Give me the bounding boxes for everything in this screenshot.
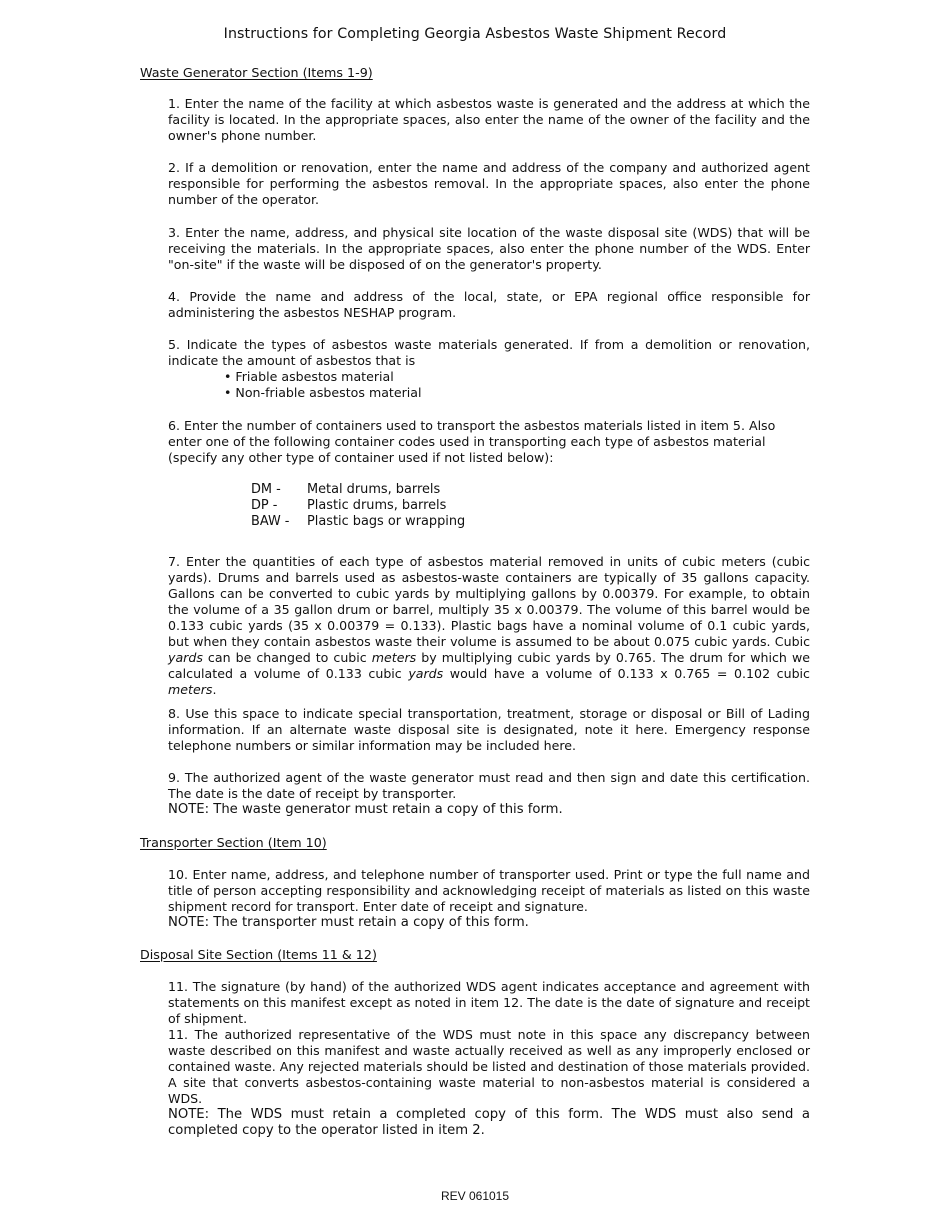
bullet-friable: • Friable asbestos material <box>224 369 394 384</box>
item-5: 5. Indicate the types of asbestos waste materials generated. If from a demolition or renovation, indicate the amount of asbestos that is <box>168 337 810 368</box>
item-7-emphasis: meters <box>168 682 213 697</box>
item-11-signature-text: 11. The signature (by hand) of the authorized WDS agent indicates acceptance and agreement with statements on this manifest except as noted in item 12. The date is the date of signature and receipt of shipment. <box>168 979 810 1026</box>
bullet-non-friable: • Non-friable asbestos material <box>224 385 422 400</box>
item-1: 1. Enter the name of the facility at which asbestos waste is generated and the address at which the facility is located. In the appropriate spaces, also enter the name of the owner of the facility and the owner's phone number. <box>168 96 810 143</box>
item-10-text: 10. Enter name, address, and telephone number of transporter used. Print or type the full name and title of person accepting responsibility and acknowledging receipt of materials as listed on this waste shipment record for transport. Enter date of receipt and signature. <box>168 867 810 914</box>
item-4: 4. Provide the name and address of the local, state, or EPA regional office responsible for administering the asbestos NESHAP program. <box>168 289 810 320</box>
item-7-emphasis: yards <box>168 650 203 665</box>
item-7-text: would have a volume of 0.133 x 0.765 = 0.102 cubic <box>443 666 810 681</box>
item-2: 2. If a demolition or renovation, enter the name and address of the company and authorized agent responsible for performing the asbestos removal. In the appropriate spaces, also enter the phone number of the operator. <box>168 160 810 207</box>
section-heading-generator: Waste Generator Section (Items 1-9) <box>140 65 373 80</box>
container-codes <box>251 482 465 530</box>
item-10-note: NOTE: The transporter must retain a copy of this form. <box>168 915 529 930</box>
code-label: DM - <box>251 482 281 497</box>
item-11-note: NOTE: The WDS must retain a completed copy of this form. The WDS must also send a completed copy to the operator listed in item 2. <box>168 1107 810 1138</box>
code-description: Metal drums, barrels <box>307 482 441 497</box>
section-heading-disposal: Disposal Site Section (Items 11 & 12) <box>140 947 377 962</box>
item-7-text: . <box>212 682 217 697</box>
section-heading-transporter: Transporter Section (Item 10) <box>140 835 327 850</box>
item-6: 6. Enter the number of containers used to transport the asbestos materials listed in item 5. Also enter one of the following container codes used in transporting each type of asbestos material (specify any other type of container used if not listed below): <box>168 418 776 465</box>
code-label: BAW - <box>251 514 290 529</box>
code-description: Plastic bags or wrapping <box>307 514 466 529</box>
item-7-text: 7. Enter the quantities of each type of asbestos material removed in units of cubic meters (cubic yards). Drums and barrels used as asbestos-waste containers are typically of 35 gallons capacity. Gallons can be converted to cubic yards by multiplying gallons by 0.00379. For example, to obtain the volume of a 35 gallon drum or barrel, multiply 35 x 0.00379. The volume of this barrel would be 0.133 cubic yards (35 x 0.00379 = 0.133). Plastic bags have a nominal volume of 0.1 cubic yards, but when they contain asbestos waste their volume is assumed to be about 0.075 cubic yards. Cubic <box>168 554 810 649</box>
item-7-text: by multiplying cubic yards by 0.765. The drum for which we calculated a volume of 0.133 cubic <box>168 650 810 681</box>
item-11-discrepancy-text: 11. The authorized representative of the WDS must note in this space any discrepancy between waste described on this manifest and waste actually received as well as any improperly enclosed or contained waste. Any rejected materials should be listed and destination of those materials provided. A site that converts asbestos-containing waste material to non-asbestos material is considered a WDS. <box>168 1027 810 1106</box>
revision-footer: REV 061015 <box>440 1189 510 1203</box>
item-7 <box>168 554 810 698</box>
item-7-text: can be changed to cubic <box>202 650 372 665</box>
item-3: 3. Enter the name, address, and physical site location of the waste disposal site (WDS) that will be receiving the materials. In the appropriate spaces, also enter the phone number of the WDS. Enter "on-site" if the waste will be disposed of on the generator's property. <box>168 225 810 272</box>
code-row <box>251 514 465 530</box>
item-8: 8. Use this space to indicate special transportation, treatment, storage or disposal or Bill of Lading information. If an alternate waste disposal site is designated, note it here. Emergency response telephone numbers or similar information may be included here. <box>168 706 810 753</box>
item-9-text: 9. The authorized agent of the waste generator must read and then sign and date this certification. The date is the date of receipt by transporter. <box>168 770 810 801</box>
code-row <box>251 498 465 514</box>
item-10 <box>168 867 810 931</box>
item-5-bullet-list <box>224 369 422 401</box>
item-11 <box>168 979 810 1139</box>
page-title: Instructions for Completing Georgia Asbestos Waste Shipment Record <box>223 26 727 42</box>
item-7-emphasis: meters <box>371 650 417 665</box>
code-label: DP - <box>251 498 278 513</box>
code-row <box>251 482 465 498</box>
item-9-note: NOTE: The waste generator must retain a copy of this form. <box>168 802 563 817</box>
code-description: Plastic drums, barrels <box>307 498 447 513</box>
item-7-emphasis: yards <box>408 666 444 681</box>
item-9 <box>168 770 810 818</box>
